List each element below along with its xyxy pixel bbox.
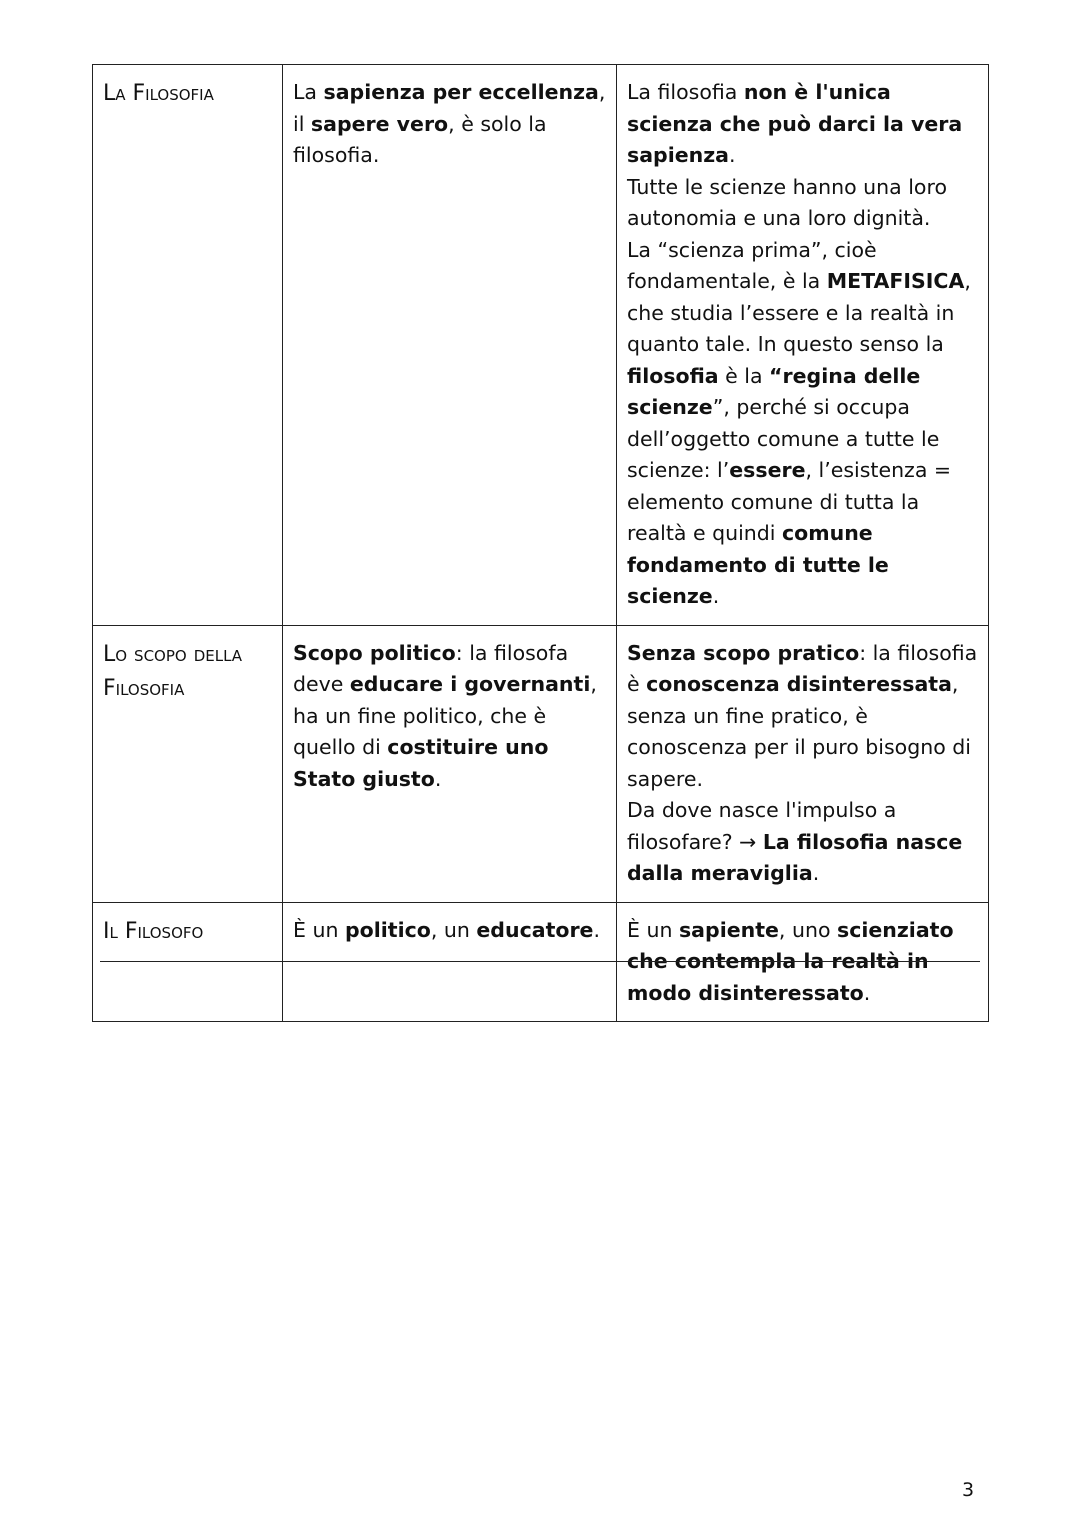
bold-text: sapiente	[678, 917, 779, 942]
text-segment: , ha un fine politico, che è quello di	[293, 672, 604, 759]
text-segment: .	[863, 980, 871, 1005]
bold-text: filosofia	[627, 363, 719, 388]
page-number: 3	[962, 1479, 975, 1501]
bold-text: “regina delle scienze	[627, 363, 928, 419]
row-label: Lo scopo della Filosofia	[93, 625, 283, 902]
bold-text: scienziato che contempla la realtà in modo disinteressato	[627, 917, 961, 1005]
cell-col1	[283, 65, 617, 626]
text-segment: È un	[293, 917, 345, 942]
text-segment: , un	[430, 917, 477, 942]
text-segment: . Tutte le scienze hanno una loro autonomia e una loro dignità. La “scienza prima”, cioè fondamentale, è la	[627, 143, 947, 293]
text-segment: : la filosofa deve	[293, 640, 575, 696]
bold-text: essere	[729, 458, 806, 482]
bold-text: costituire uno Stato giusto	[293, 735, 556, 791]
text-segment: , senza un fine pratico, è conoscenza per il puro bisogno di sapere. Da dove nasce l'impulso a filosofare? →	[627, 672, 971, 854]
bold-text: educare i governanti	[349, 672, 591, 696]
text-segment: La	[293, 80, 324, 104]
bold-text: sapere vero	[310, 111, 449, 136]
text-segment: .	[812, 861, 820, 885]
bold-text: Senza scopo pratico	[627, 640, 860, 665]
table-row	[93, 625, 989, 902]
bold-text: Scopo politico	[293, 640, 456, 665]
bold-text: METAFISICA	[826, 269, 965, 293]
text-segment: ”, perché si occupa dell’oggetto comune a tutte le scienze: l’	[627, 395, 946, 482]
text-segment: , uno	[778, 917, 837, 942]
bold-text: non è l'unica scienza che può darci la vera sapienza	[627, 80, 970, 167]
text-segment: : la filosofia è	[627, 640, 984, 696]
text-segment: .	[434, 766, 442, 791]
text-segment: La filosofia	[627, 80, 744, 104]
bold-text: politico	[344, 917, 431, 942]
row-label: La Filosofia	[93, 65, 283, 626]
horizontal-divider	[100, 961, 980, 962]
row-label: Il Filosofo	[93, 902, 283, 1022]
bold-text: educatore	[476, 917, 594, 942]
text-segment: è la	[718, 363, 770, 388]
text-segment: .	[712, 584, 720, 608]
table-row	[93, 65, 989, 626]
bold-text: conoscenza disinteressata	[646, 672, 952, 696]
text-segment: .	[593, 917, 600, 942]
cell-col2	[617, 625, 989, 902]
comparison-table	[92, 64, 989, 1022]
text-segment: È un	[627, 917, 679, 942]
cell-col1	[283, 625, 617, 902]
text-segment: , l’esistenza = elemento comune di tutta la realtà e quindi	[627, 458, 958, 545]
text-segment: , il	[293, 80, 612, 136]
text-segment: , che studia l’essere e la realtà in quanto tale. In questo senso la	[627, 269, 978, 356]
bold-text: sapienza per eccellenza	[323, 80, 599, 104]
text-segment: , è solo la filosofia.	[293, 111, 554, 167]
cell-col2	[617, 65, 989, 626]
bold-text: comune fondamento di tutte le scienze	[627, 521, 896, 608]
bold-text: La filosofia nasce dalla meraviglia	[627, 829, 970, 885]
